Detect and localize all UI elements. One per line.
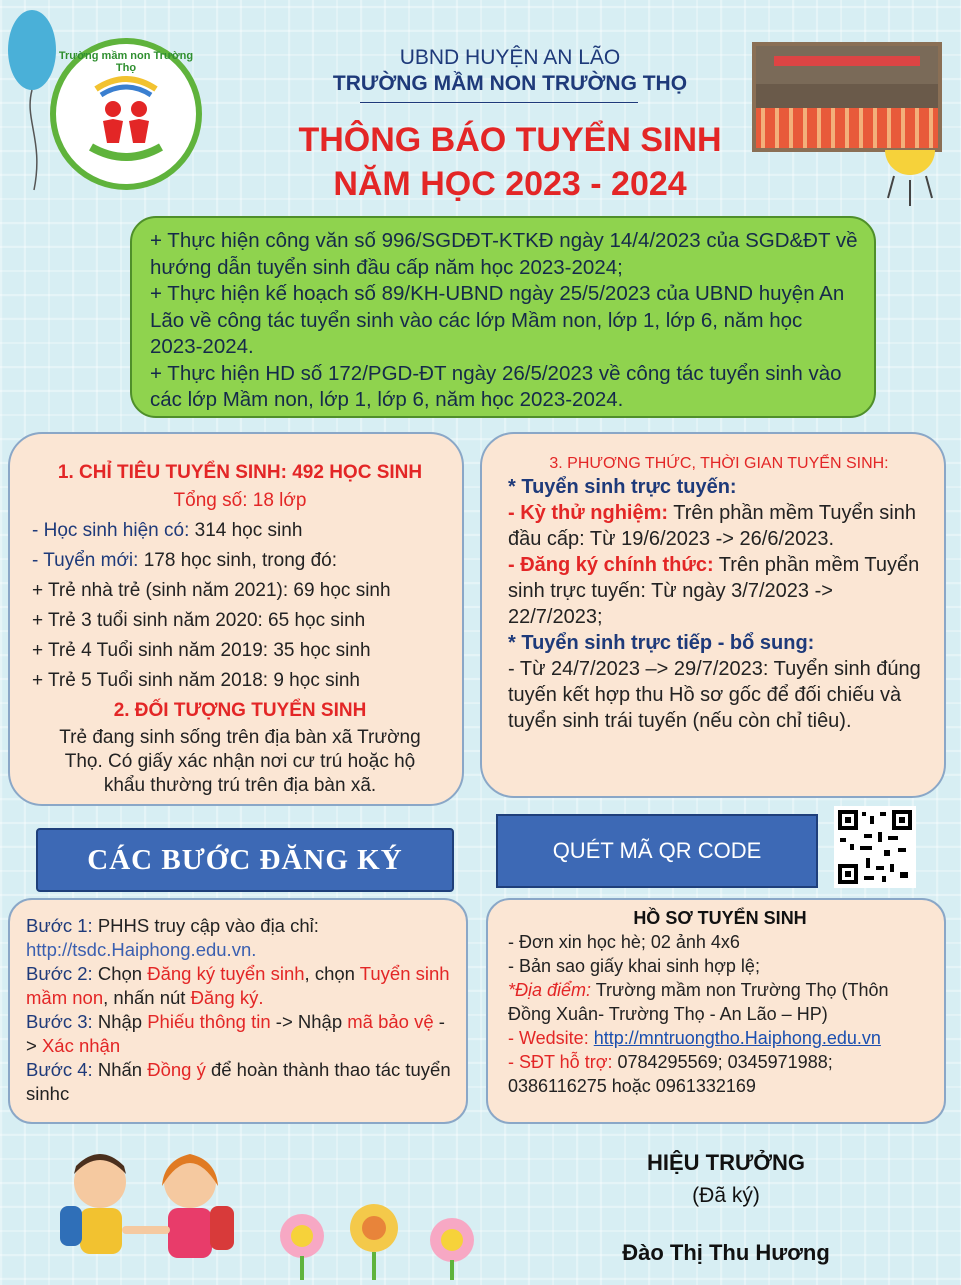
step2-highlight: Tuyển sinh mầm non (26, 963, 450, 1008)
school-name: TRƯỜNG MẦM NON TRƯỜNG THỌ (332, 72, 688, 95)
quota-item: + Trẻ 4 Tuổi sinh năm 2019: 35 học sinh (32, 640, 371, 661)
step4-highlight: Đồng ý (147, 1059, 206, 1080)
step2-text: , nhấn nút (103, 987, 191, 1008)
step2-highlight: Đăng ký tuyển sinh (147, 963, 305, 984)
dossier-heading: HỒ SƠ TUYỂN SINH (633, 908, 807, 928)
principal-title: HIỆU TRƯỞNG (646, 1150, 806, 1175)
existing-label: - Học sinh hiện có: (32, 520, 190, 541)
phone-text: 0784295569; 0345971988; 0386116275 hoặc 0961332169 (508, 1052, 833, 1096)
principal-name: Đào Thị Thu Hương (622, 1240, 830, 1265)
phone-label: - SĐT hỗ trợ: (508, 1052, 613, 1072)
official-label: - Đăng ký chính thức: (508, 554, 714, 576)
target-text: Trẻ đang sinh sống trên địa bàn xã Trường Thọ. Có giấy xác nhận nơi cư trú hoặc hộ khẩu thường trú trên địa bàn xã. (59, 727, 421, 796)
step3-text: -> (26, 1011, 445, 1056)
qr-banner: QUÉT MÃ QR CODE (496, 814, 818, 888)
step1-text: PHHS truy cập vào địa chỉ: (92, 915, 319, 936)
step4-text: Nhấn (92, 1059, 148, 1080)
page-subtitle: NĂM HỌC 2023 - 2024 (333, 165, 687, 203)
registration-steps-panel (8, 898, 468, 1124)
district-name: UBND HUYỆN AN LÃO (399, 46, 621, 69)
school-photo (752, 42, 942, 152)
place-label: *Địa điểm: (508, 980, 592, 1000)
trial-text: Trên phần mềm Tuyển sinh đầu cấp: Từ 19/6/2023 -> 26/6/2023. (508, 502, 916, 550)
quota-item: + Trẻ nhà trẻ (sinh năm 2021): 69 học sinh (32, 580, 391, 601)
step4-label: Bước 4: (26, 1059, 93, 1080)
dossier-line: - Đơn xin học hè; 02 ảnh 4x6 (508, 932, 740, 952)
quota-panel (8, 432, 464, 806)
direct-heading: * Tuyển sinh trực tiếp - bổ sung: (508, 632, 815, 654)
trial-label: - Kỳ thử nghiệm: (508, 502, 669, 524)
dossier-line: - Bản sao giấy khai sinh hợp lệ; (508, 956, 760, 976)
signed-note: (Đã ký) (692, 1184, 760, 1207)
step2-highlight: Đăng ký. (190, 987, 264, 1008)
step3-text: Nhập (92, 1011, 148, 1032)
online-heading: * Tuyển sinh trực tuyến: (508, 476, 737, 498)
quota-heading: 1. CHỈ TIÊU TUYỂN SINH: 492 HỌC SINH (57, 462, 423, 483)
step1-label: Bước 1: (26, 915, 93, 936)
total-label: Tổng số: (173, 490, 248, 511)
website-link[interactable]: http://mntruongtho.Haiphong.edu.vn (593, 1028, 881, 1048)
new-label: - Tuyển mới: (32, 550, 139, 571)
official-text: Trên phần mềm Tuyển sinh trực tuyến: Từ ngày 3/7/2023 -> 22/7/2023; (508, 554, 920, 628)
logo-children-icon (71, 59, 181, 169)
existing-value: 314 học sinh (189, 520, 303, 541)
tsdc-link[interactable]: http://tsdc.Haiphong.edu.vn. (26, 939, 257, 960)
method-heading: 3. PHƯƠNG THỨC, THỜI GIAN TUYỂN SINH: (549, 455, 889, 472)
logo-ring-text: Trường mầm non Trường Thọ (58, 50, 194, 74)
steps-banner: CÁC BƯỚC ĐĂNG KÝ (36, 828, 454, 892)
step3-highlight: Xác nhận (41, 1035, 121, 1056)
target-heading: 2. ĐỐI TƯỢNG TUYỂN SINH (113, 700, 367, 721)
quota-item: + Trẻ 5 Tuổi sinh năm 2018: 9 học sinh (32, 670, 360, 691)
header-divider (360, 102, 638, 103)
intro-line: + Thực hiện công văn số 996/SGDĐT-KTKĐ ngày 14/4/2023 của SGD&ĐT về hướng dẫn tuyển sinh đầu cấp năm học 2023-2024; (150, 229, 858, 279)
flowers-decoration (262, 1196, 512, 1280)
direct-text: - Từ 24/7/2023 –> 29/7/2023: Tuyển sinh đúng tuyến kết hợp thu Hồ sơ gốc để đối chiếu và tuyển sinh trái tuyến (nếu còn chỉ tiêu). (508, 658, 921, 732)
legal-basis-box (130, 216, 876, 418)
step3-label: Bước 3: (26, 1011, 93, 1032)
step2-text: Chọn (92, 963, 148, 984)
step2-text: , chọn (304, 963, 360, 984)
place-text: Trường mầm non Trường Thọ (Thôn Đồng Xuân- Trường Thọ - An Lão – HP) (508, 980, 889, 1024)
qr-code-icon (838, 810, 912, 884)
children-illustration (40, 1146, 260, 1280)
method-panel (480, 432, 946, 798)
school-logo (50, 38, 202, 190)
total-value: 18 lớp (247, 490, 307, 511)
page-title: THÔNG BÁO TUYỂN SINH (298, 121, 722, 159)
quota-item: + Trẻ 3 tuổi sinh năm 2020: 65 học sinh (32, 610, 366, 631)
step2-label: Bước 2: (26, 963, 93, 984)
sun-decoration (880, 140, 940, 210)
dossier-panel (486, 898, 946, 1124)
step3-highlight: Phiếu thông tin (147, 1011, 271, 1032)
new-value: 178 học sinh, trong đó: (138, 550, 338, 571)
step4-text: để hoàn thành thao tác tuyển sinhc (26, 1059, 451, 1104)
website-label: - Wedsite: (508, 1028, 589, 1048)
step3-highlight: mã bảo vệ (347, 1011, 434, 1032)
intro-line: + Thực hiện HD số 172/PGD-ĐT ngày 26/5/2023 về công tác tuyển sinh vào các lớp Mầm non, lớp 1, lớp 6, năm học 2023-2024. (150, 361, 842, 411)
intro-line: + Thực hiện kế hoạch số 89/KH-UBND ngày 25/5/2023 của UBND huyện An Lão về công tác tuyển sinh vào các lớp Mầm non, lớp 1, lớp 6, năm học 2023-2024. (150, 282, 845, 358)
qr-code-image[interactable] (834, 806, 916, 888)
step3-text: -> Nhập (270, 1011, 348, 1032)
